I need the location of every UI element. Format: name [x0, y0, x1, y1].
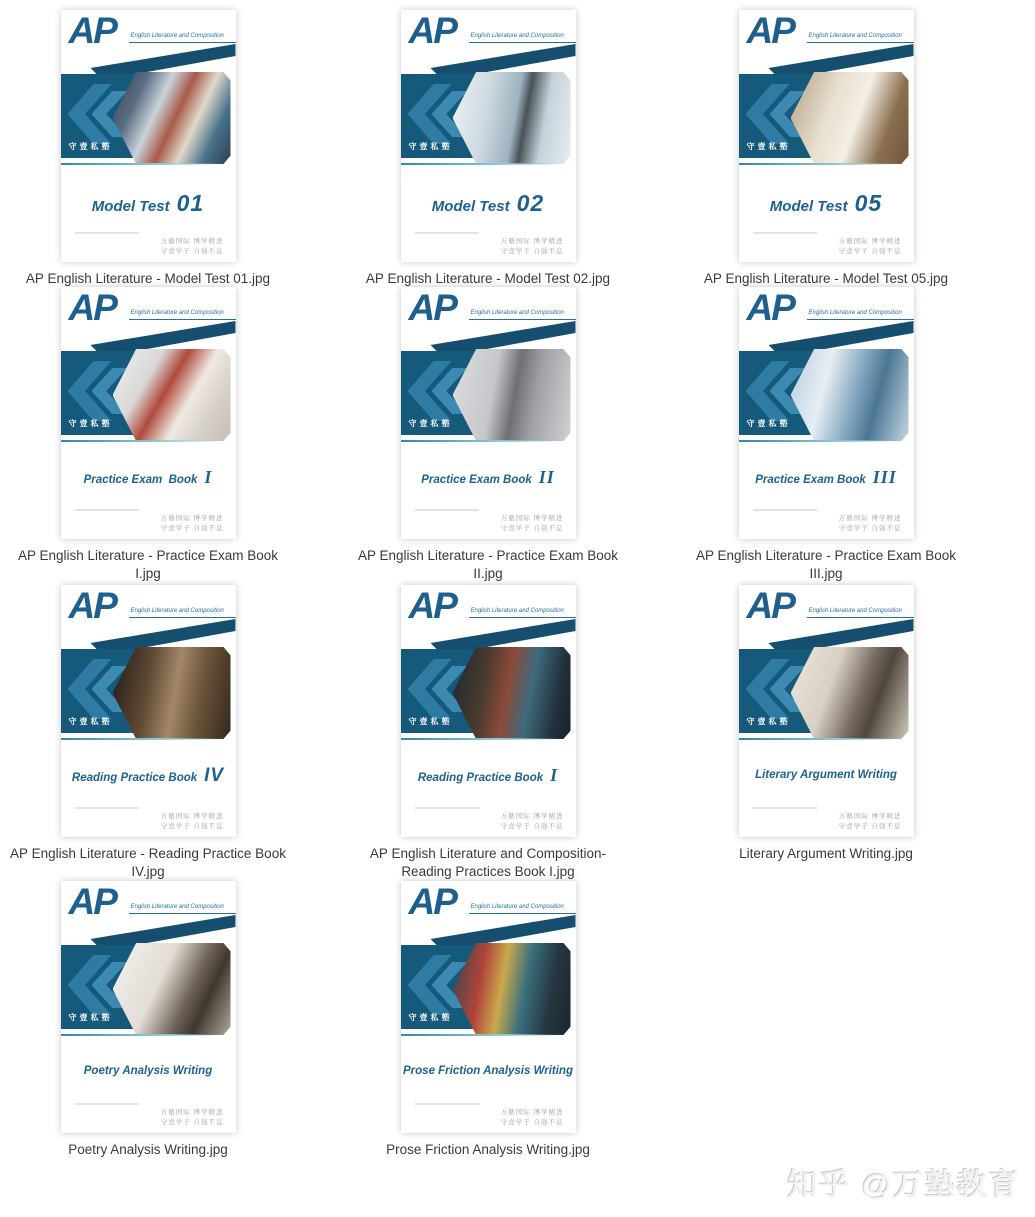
ap-subtitle: English Literature and Composition	[130, 608, 224, 614]
title-divider	[753, 232, 817, 234]
cover-title-suffix: II	[538, 467, 555, 487]
teal-divider	[739, 738, 901, 740]
cover-footer-line2: 守壹学子 自强不息	[838, 525, 902, 532]
teal-divider	[401, 738, 563, 740]
book-cover-image[interactable]	[401, 585, 576, 837]
book-cover-image[interactable]	[61, 287, 236, 539]
cover-footer-cn	[161, 237, 224, 257]
image-filename-caption: AP English Literature - Reading Practice Book IV.jpg	[10, 846, 286, 879]
cover-title: Practice Exam Book	[755, 474, 866, 486]
subtitle-underline	[807, 319, 914, 320]
cover-footer-cn	[161, 812, 224, 832]
teal-divider	[401, 1034, 563, 1036]
title-divider	[75, 1103, 139, 1105]
title-divider	[415, 1103, 479, 1105]
book-cover-image[interactable]	[401, 287, 576, 539]
cover-title-suffix: I	[204, 467, 213, 487]
ap-subtitle: English Literature and Composition	[470, 33, 564, 39]
cover-title: Model Test	[91, 198, 170, 215]
cover-title: Reading Practice Book	[417, 772, 544, 784]
cover-footer-line2: 守壹学子 自强不息	[160, 248, 224, 255]
cover-photo	[113, 943, 231, 1035]
subtitle-underline	[807, 617, 914, 618]
cover-footer-line1: 万塾国际 博学精进	[838, 813, 902, 820]
subtitle-underline	[129, 319, 236, 320]
school-name-cn: 守壹私塾	[68, 717, 113, 726]
book-cover-image[interactable]	[401, 10, 576, 262]
cover-title-suffix: 05	[854, 190, 883, 216]
teal-divider	[61, 163, 223, 165]
cover-photo	[453, 349, 571, 441]
cover-footer-line1: 万塾国际 博学精进	[500, 515, 564, 522]
cover-photo	[113, 72, 231, 164]
image-filename-caption: AP English Literature - Practice Exam Book I.jpg	[17, 548, 279, 581]
school-name-cn: 守壹私塾	[408, 1013, 453, 1022]
school-name-cn: 守壹私塾	[746, 717, 791, 726]
cover-title-row	[739, 190, 914, 226]
ap-subtitle: English Literature and Composition	[470, 904, 564, 910]
cover-title-row	[61, 190, 236, 226]
cover-footer-line2: 守壹学子 自强不息	[500, 248, 564, 255]
teal-divider	[61, 738, 223, 740]
gallery-item	[346, 881, 630, 1159]
gallery-item	[684, 10, 968, 288]
cover-title: Poetry Analysis Writing	[83, 1065, 213, 1077]
cover-footer-line1: 万塾国际 博学精进	[160, 813, 224, 820]
cover-title: Model Test	[769, 198, 848, 215]
gallery-item	[346, 585, 630, 880]
title-divider	[753, 807, 817, 809]
ap-logo: AP	[68, 287, 116, 328]
ap-logo: AP	[408, 10, 456, 51]
image-filename-caption: Prose Friction Analysis Writing.jpg	[386, 1142, 590, 1157]
cover-title: Literary Argument Writing	[755, 769, 897, 781]
teal-divider	[739, 440, 901, 442]
cover-footer-line2: 守壹学子 自强不息	[160, 525, 224, 532]
cover-title-suffix: I	[550, 765, 559, 785]
cover-footer-line2: 守壹学子 自强不息	[838, 823, 902, 830]
cover-photo	[453, 647, 571, 739]
book-cover-image[interactable]	[61, 585, 236, 837]
cover-title-row	[739, 467, 914, 503]
ap-logo: AP	[746, 10, 794, 51]
cover-title-row	[61, 765, 236, 801]
cover-title: Model Test	[431, 198, 510, 215]
book-cover-image[interactable]	[401, 881, 576, 1133]
cover-footer-line2: 守壹学子 自强不息	[500, 525, 564, 532]
ap-subtitle: English Literature and Composition	[470, 310, 564, 316]
cover-photo	[791, 349, 909, 441]
subtitle-underline	[807, 42, 914, 43]
cover-photo	[453, 943, 571, 1035]
school-name-cn: 守壹私塾	[68, 142, 113, 151]
cover-footer-cn	[839, 812, 902, 832]
image-filename-caption: Literary Argument Writing.jpg	[739, 846, 913, 861]
cover-footer-line2: 守壹学子 自强不息	[500, 823, 564, 830]
image-filename-caption: AP English Literature - Practice Exam Book II.jpg	[357, 548, 619, 581]
gallery-item	[346, 10, 630, 288]
book-cover-image[interactable]	[739, 10, 914, 262]
cover-footer-line1: 万塾国际 博学精进	[500, 238, 564, 245]
cover-footer-cn	[161, 1108, 224, 1128]
cover-photo	[791, 72, 909, 164]
cover-footer-cn	[839, 237, 902, 257]
cover-title-suffix: III	[872, 467, 897, 487]
title-divider	[75, 509, 139, 511]
teal-divider	[61, 440, 223, 442]
subtitle-underline	[129, 42, 236, 43]
subtitle-underline	[129, 617, 236, 618]
title-divider	[753, 509, 817, 511]
ap-subtitle: English Literature and Composition	[808, 608, 902, 614]
subtitle-underline	[469, 913, 576, 914]
cover-title-suffix: 01	[176, 190, 205, 216]
cover-title: Reading Practice Book	[71, 772, 198, 784]
cover-footer-cn	[161, 514, 224, 534]
cover-footer-line1: 万塾国际 博学精进	[160, 515, 224, 522]
book-cover-image[interactable]	[61, 881, 236, 1133]
cover-footer-cn	[501, 812, 564, 832]
cover-title-row	[61, 467, 236, 503]
cover-footer-line1: 万塾国际 博学精进	[160, 1109, 224, 1116]
teal-divider	[739, 163, 901, 165]
cover-title-row	[401, 765, 576, 801]
title-divider	[75, 807, 139, 809]
book-cover-image[interactable]	[739, 287, 914, 539]
gallery-item	[6, 881, 290, 1159]
cover-title-row	[61, 1061, 236, 1097]
book-cover-image[interactable]	[739, 585, 914, 837]
image-filename-caption: AP English Literature and Composition- Reading Practices Book I.jpg	[369, 846, 607, 879]
cover-title-row	[739, 765, 914, 801]
teal-divider	[61, 1034, 223, 1036]
cover-footer-cn	[501, 237, 564, 257]
ap-subtitle: English Literature and Composition	[130, 904, 224, 910]
ap-subtitle: English Literature and Composition	[470, 608, 564, 614]
school-name-cn: 守壹私塾	[408, 717, 453, 726]
school-name-cn: 守壹私塾	[746, 419, 791, 428]
book-cover-image[interactable]	[61, 10, 236, 262]
cover-title-row	[401, 1061, 576, 1097]
cover-title-row	[401, 190, 576, 226]
cover-title-suffix: IV	[204, 765, 225, 786]
image-filename-caption: AP English Literature - Model Test 01.jpg	[25, 271, 271, 286]
ap-logo: AP	[746, 287, 794, 328]
ap-logo: AP	[408, 585, 456, 626]
cover-title: Practice Exam Book	[421, 474, 532, 486]
cover-footer-cn	[839, 514, 902, 534]
gallery-item	[6, 10, 290, 288]
cover-footer-cn	[501, 514, 564, 534]
ap-subtitle: English Literature and Composition	[130, 310, 224, 316]
image-filename-caption: Poetry Analysis Writing.jpg	[68, 1142, 228, 1157]
zhihu-watermark: 知乎 @万塾教育	[787, 1169, 1021, 1202]
ap-logo: AP	[408, 881, 456, 922]
ap-logo: AP	[68, 585, 116, 626]
cover-footer-line2: 守壹学子 自强不息	[500, 1119, 564, 1126]
gallery-item	[684, 585, 968, 863]
cover-footer-cn	[501, 1108, 564, 1128]
cover-footer-line2: 守壹学子 自强不息	[160, 823, 224, 830]
cover-title: Prose Friction Analysis Writing	[403, 1065, 573, 1077]
subtitle-underline	[469, 319, 576, 320]
cover-footer-line2: 守壹学子 自强不息	[160, 1119, 224, 1126]
subtitle-underline	[469, 42, 576, 43]
cover-title: Practice Exam Book	[83, 474, 198, 486]
cover-footer-line1: 万塾国际 博学精进	[838, 515, 902, 522]
ap-logo: AP	[68, 10, 116, 51]
title-divider	[415, 807, 479, 809]
cover-photo	[453, 72, 571, 164]
school-name-cn: 守壹私塾	[408, 419, 453, 428]
school-name-cn: 守壹私塾	[68, 1013, 113, 1022]
title-divider	[75, 232, 139, 234]
ap-logo: AP	[746, 585, 794, 626]
gallery-item	[6, 287, 290, 582]
ap-logo: AP	[68, 881, 116, 922]
image-filename-caption: AP English Literature - Practice Exam Book III.jpg	[695, 548, 957, 581]
gallery-item	[346, 287, 630, 582]
school-name-cn: 守壹私塾	[746, 142, 791, 151]
title-divider	[415, 232, 479, 234]
gallery-item	[6, 585, 290, 880]
cover-photo	[113, 349, 231, 441]
cover-title-suffix: 02	[516, 190, 545, 216]
teal-divider	[401, 440, 563, 442]
title-divider	[415, 509, 479, 511]
subtitle-underline	[129, 913, 236, 914]
image-filename-caption: AP English Literature - Model Test 02.jpg	[365, 271, 611, 286]
gallery-item	[684, 287, 968, 582]
school-name-cn: 守壹私塾	[408, 142, 453, 151]
teal-divider	[401, 163, 563, 165]
image-filename-caption: AP English Literature - Model Test 05.jpg	[703, 271, 949, 286]
ap-subtitle: English Literature and Composition	[808, 33, 902, 39]
cover-footer-line1: 万塾国际 博学精进	[500, 1109, 564, 1116]
cover-photo	[791, 647, 909, 739]
cover-footer-line1: 万塾国际 博学精进	[838, 238, 902, 245]
ap-logo: AP	[408, 287, 456, 328]
subtitle-underline	[469, 617, 576, 618]
cover-photo	[113, 647, 231, 739]
cover-footer-line2: 守壹学子 自强不息	[838, 248, 902, 255]
school-name-cn: 守壹私塾	[68, 419, 113, 428]
ap-subtitle: English Literature and Composition	[808, 310, 902, 316]
cover-footer-line1: 万塾国际 博学精进	[500, 813, 564, 820]
cover-footer-line1: 万塾国际 博学精进	[160, 238, 224, 245]
ap-subtitle: English Literature and Composition	[130, 33, 224, 39]
cover-title-row	[401, 467, 576, 503]
